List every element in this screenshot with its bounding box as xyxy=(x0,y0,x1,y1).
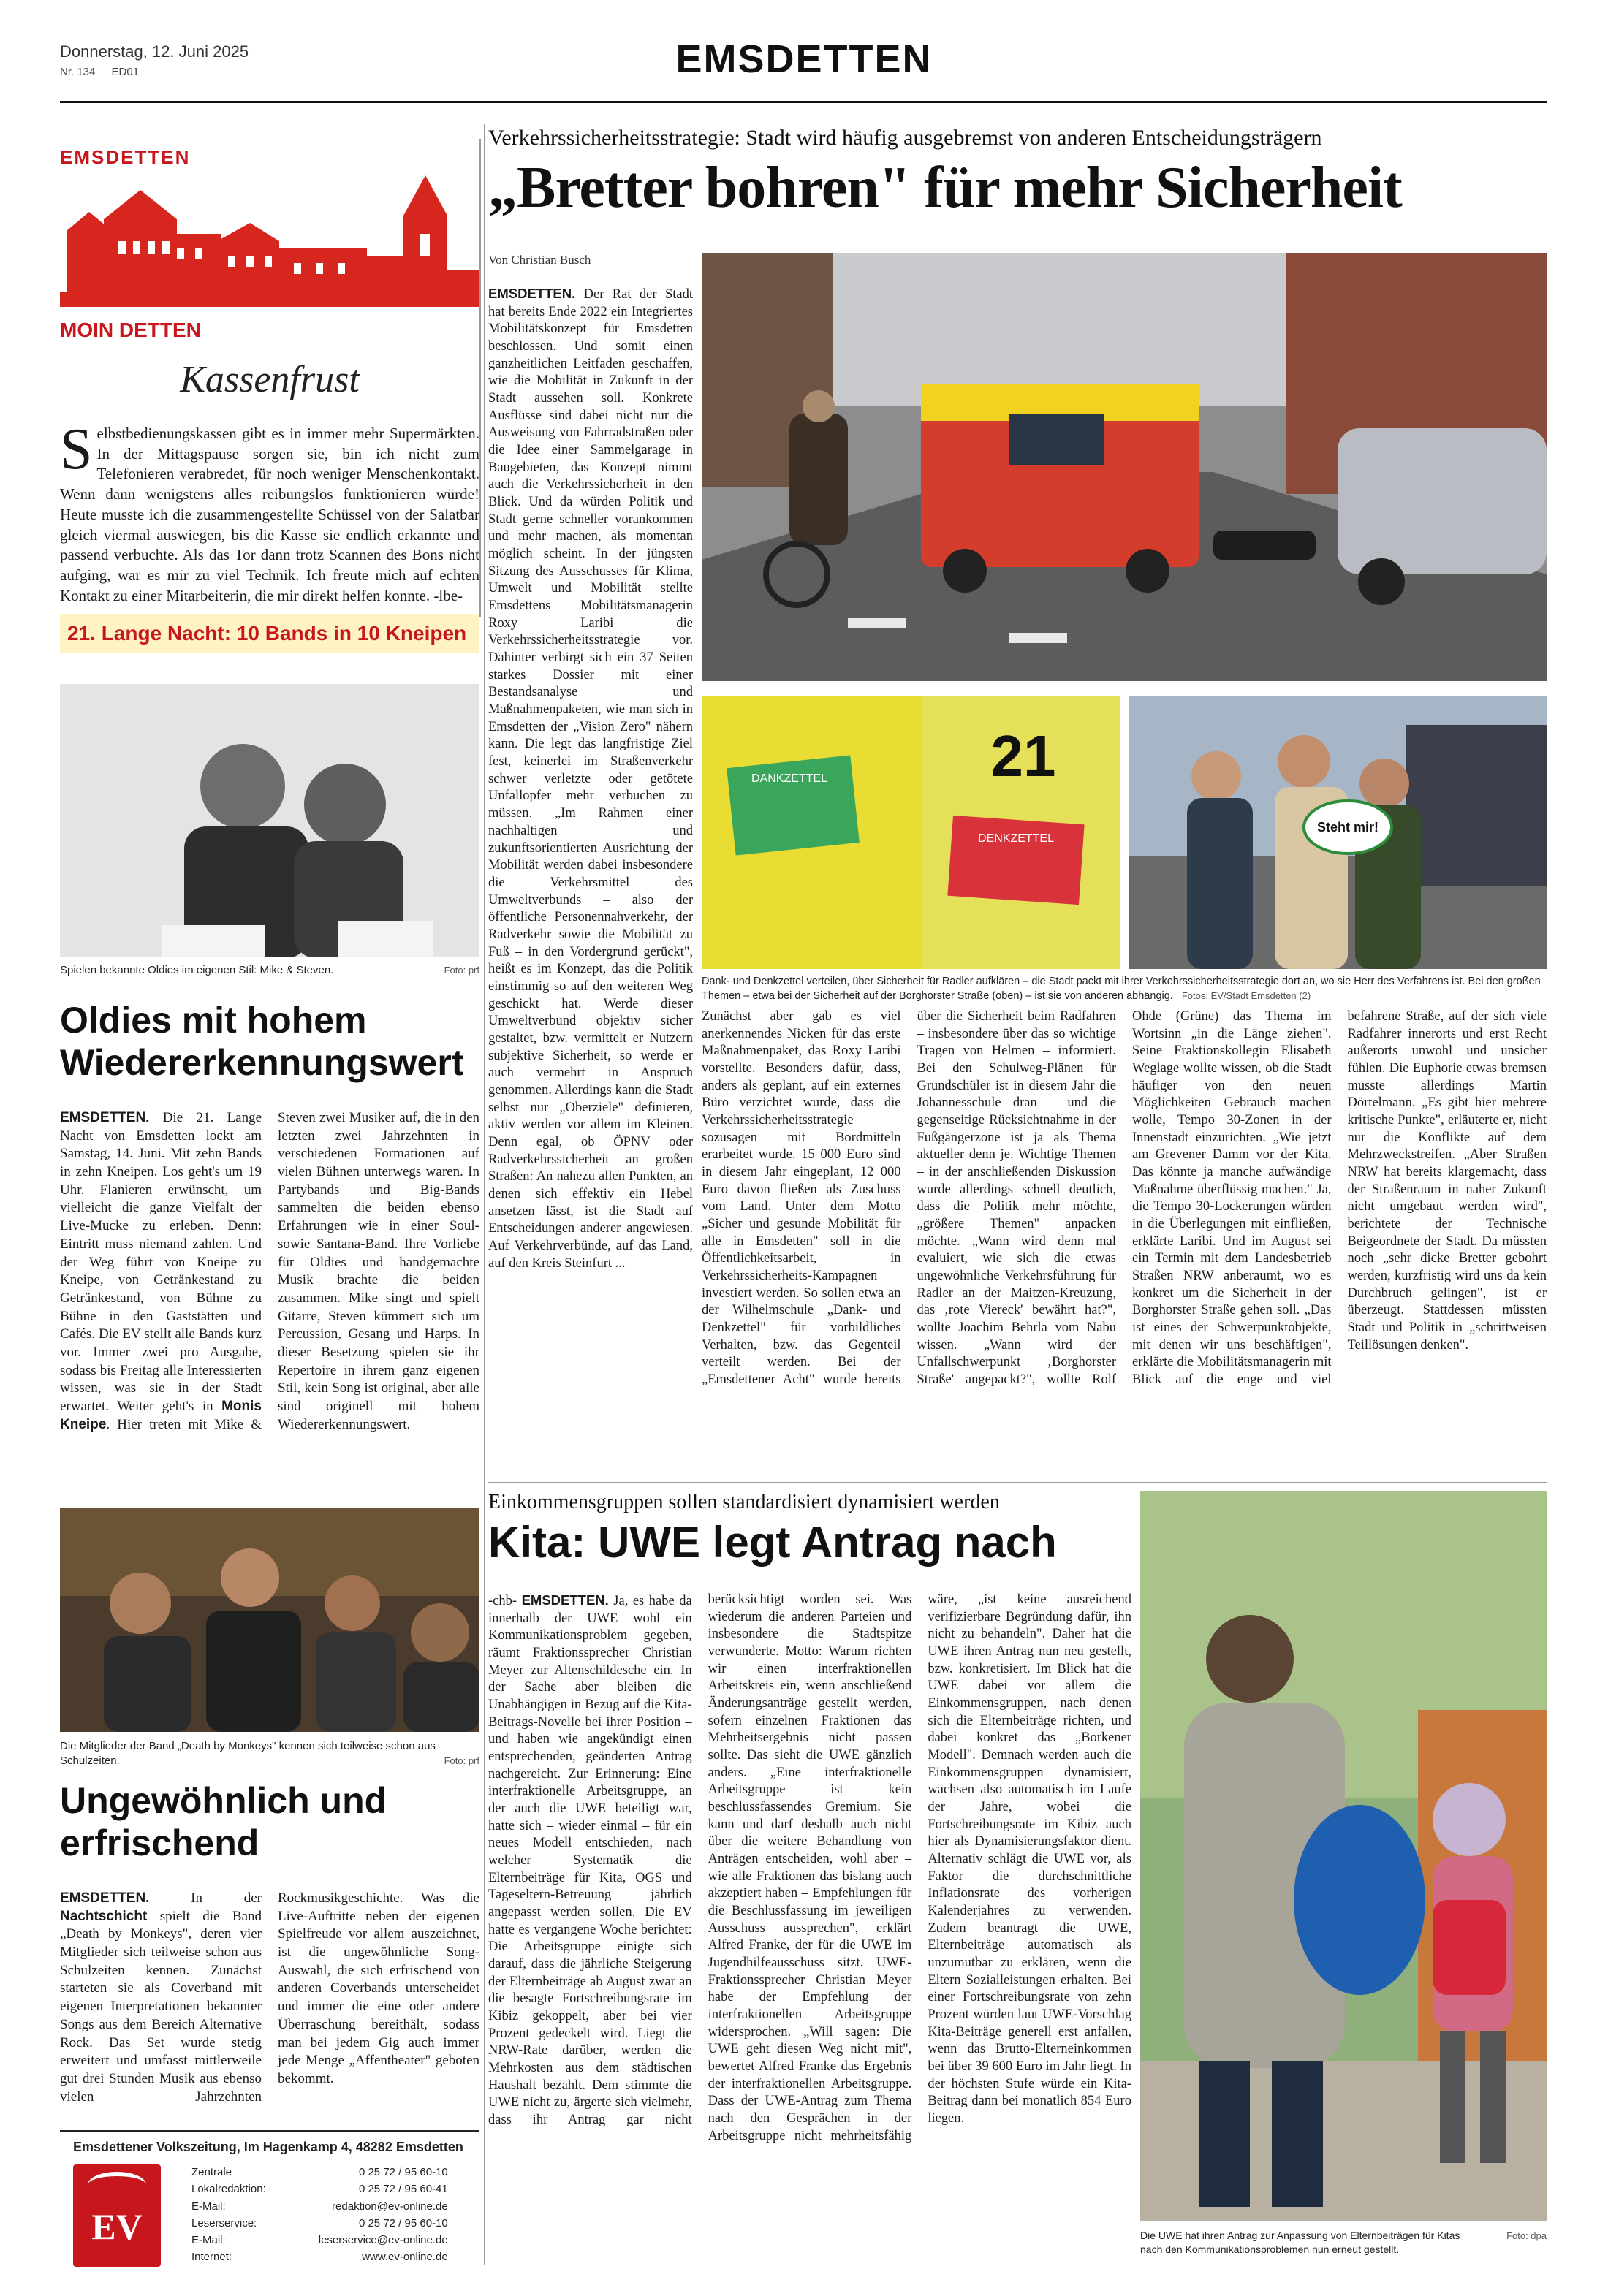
contact-row xyxy=(191,2232,455,2248)
ev-logo: EV xyxy=(73,2164,161,2267)
issue-no: Nr. 134 xyxy=(60,66,96,78)
contact-row xyxy=(191,2199,455,2214)
header-rule xyxy=(60,101,1547,103)
kita-credit: Foto: dpa xyxy=(1506,2230,1547,2241)
contact-row xyxy=(191,2181,455,2197)
lange-nacht-banner: 21. Lange Nacht: 10 Bands in 10 Kneipen xyxy=(60,614,479,653)
kita-body xyxy=(488,1592,1131,2257)
contact-label: E-Mail: xyxy=(191,2234,226,2247)
column-divider xyxy=(484,124,485,2265)
steht-mir-sign: Steht mir! xyxy=(1316,820,1379,835)
main-kicker: Verkehrssicherheitsstrategie: Stadt wird häufig ausgebremst von anderen Entscheidungsträgern xyxy=(488,126,1322,150)
kita-text: Ja, es habe da innerhalb der UWE wohl ein Kommunikationsproblem gegeben, räumt Fraktionssprecher Christian Meyer zur Altenschildesche ein. In der Sache aber bleiben die Unabhängigen in Bezug auf die Kita-Beitrags-Novelle bei ihrer Position – und haben wie angekündigt einen entsprechenden, geänderten Antrag nachgereicht. Zur Erinnerung: Eine interfraktionelle Arbeitsgruppe, an der auch die UWE beteiligt war, hatte sich – wieder einmal – für ein neues Modell entschieden, nach welcher Systematik die Elternbeiträge für Kita, OGS und Tageseltern-Betreuung jährlich angepasst werden sollen. Die EV hatte es vergangene Woche berichtet: Die Arbeitsgruppe einigte sich darauf, dass die jährliche Steigerung der Elternbeiträge ab August zwar an die besagte Fortschreibungsrate im Kibiz gekoppelt, aber bei vier Prozent gedeckelt wird. Liegt die NRW-Rate darüber, werden die Mehrkosten aus dem städtischen Haushalt bezahlt. Dem stimmte die UWE nicht zu, ärgerte sich vielmehr, dass ihr Antrag gar nicht berücksichtigt worden sei. Was wiederum die anderen Parteien und insbesondere die Stadtspitze verwunderte. Motto: Warum richten wir einen interfraktionellen Arbeitskreis ein, wenn anschließend Änderungsanträge gestellt werden, sofern einzelnen Fraktionen das Mehrheitsergebnis nicht passen sollte. Das sieht die UWE gänzlich anders. „Eine interfraktionelle Arbeitsgruppe ist kein beschlussfassendes Gremium. Sie kann und darf deshalb auch nicht über die weitere Behandlung von Anträgen entscheiden, wohl aber – wie alle Fraktionen das bislang auch akzeptiert haben – Empfehlungen für die Beschlussfassung im jeweiligen Ausschuss aussprechen", erklärt Alfred Franke, der für die UWE im Jugendhilfeausschuss sitzt. UWE-Fraktionssprecher Christian Meyer habe der Empfehlung der interfraktionellen Arbeitsgruppe widersprochen. „Will sagen: Die UWE geht diesen Weg nicht mit", bewertet Alfred Franke das Ergebnis der interfraktionellen Arbeitsgruppe. Dass der UWE-Antrag zum Thema nach den Gesprächen in der Arbeitsgruppe nicht mehrheitsfähig wäre, „ist keine ausreichend verifizierbare Begründung dafür, ihn nicht zu behandeln". Daher hat die UWE ihren Antrag nun neu gestellt, bzw. konkretisiert. Im Blick hat die UWE dabei vor allem die Einkommensgruppen, nach denen sich die Elternbeiträge richten, und dabei konkret das „Borkener Modell". Demnach werden auch die Einkommensgruppen dynamisiert, wachsen also automatisch im Laufe der Jahre, wobei die Fortschreibungsrate im Kibiz auch hier als Dynamisierungsfaktor dient. Alternativ schlägt die UWE vor, als Faktor die durchschnittliche Inflationsrate des vorherigen Kalenderjahres zu verwenden. Zudem beantragt die UWE, Elternbeiträge automatisch als unzumutbar zu erklären, wenn die Eltern Sozialleistungen erhalten. Bei einer Fortschreibungsrate von zehn Prozent würden laut UWE-Vorschlag Kita-Beiträge generell erst anfallen, wenn das Brutto-Elterneinkommen bei über 39 600 Euro im Jahr liegt. In der höchsten Stufe würde ein Kita-Beitrag dann bei monatlich 854 Euro liegen. xyxy=(488,1592,1131,2143)
emsdetten-skyline-logo xyxy=(60,161,479,307)
section-label-moin-detten: MOIN DETTEN xyxy=(60,319,201,341)
monkeys-venue: Nachtschicht xyxy=(60,1908,148,1924)
website-link[interactable]: www.ev-online.de xyxy=(362,2251,448,2264)
main-lead-text: Der Rat der Stadt hat bereits Ende 2022 ein Integriertes Mobilitätskonzept für Emsdetten beschlossen. Und somit einen ganzheitlichen Leitfaden geschaffen, wie die Mobilität in Zukunft in der Stadt aussehen soll. Konkrete Ausflüsse sind dabei nicht nur die Ausweisung von Fahrradstraßen oder die Idee einer Sammelgarage in Baugebieten, das Konzept nimmt auch die Verkehrssicherheit in den Blick. Und da würden Politik und Stadt gerne schneller vorankommen und mehr machen, als momentan möglich scheint. In der jüngsten Sitzung des Ausschusses für Klima, Umwelt und Mobilität stellte Emsdettens Mobilitätsmanagerin Roxy Laribi die Verkehrssicherheitsstrategie vor. Dahinter verbirgt sich ein 37 Seiten starkes Dossier mit einer Bestandsanalyse und Maßnahmenpaketen, wie man sich in Emsdetten der „Vision Zero" nähern kann. Die legt das langfristige Ziel fest, keinerlei im Straßenverkehr schwer verletzte oder getötete Unfallopfer mehr verbuchen zu müssen. „Im Rahmen einer nachhaltigen und zukunftsorientierten Ausrichtung der Mobilität werden dabei insbesondere die Verkehrsmittel des Umweltverbunds – also der öffentliche Personennahverkehr, der Radverkehr sowie die Mobilität zu Fuß – in den Vordergrund gerückt", heißt es im Konzept, das die Politik einstimmig so auf den weiteren Weg geschickt hat. Werde dieser Umweltverbund objektiv sicher gestaltet, bzw. vermittelt er Nutzern subjektive Sicherheit, so werde er auch vermehrt in Anspruch genommen. Allerdings kann die Stadt selbst nur „Oberziele" definieren, aktiv werden vor allem im Kleinen. Denn egal, ob ÖPNV oder Radverkehrssicherheit an großen Straßen: An nahezu allen Punkten, an denen sich effektiv ein Hebel ansetzen lässt, ist die Stadt auf Entscheidungen anderer angewiesen. Auf Verkehrverbünde, auf das Land, auf den Kreis Steinfurt ... xyxy=(488,287,693,1271)
cyclists-photo xyxy=(1129,696,1547,969)
main-headline: „Bretter bohren" für mehr Sicherheit xyxy=(488,156,1402,220)
kita-kicker: Einkommensgruppen sollen standardisiert dynamisiert werden xyxy=(488,1491,1000,1513)
skyline-label: EMSDETTEN xyxy=(60,146,191,168)
contact-row xyxy=(191,2249,455,2265)
contact-label: Internet: xyxy=(191,2251,232,2264)
monkeys-photo-illustration xyxy=(60,1508,479,1732)
accident-photo xyxy=(702,253,1547,681)
oldies-photo-illustration xyxy=(60,684,479,957)
monkeys-text2: spielt die Band „Death by Monkeys", deren vier Mitglieder sich teilweise schon aus Schulzeiten kennen. Zunächst starteten sie als Coverband mit eigenen Interpretationen bekannter Songs aus dem Bereich Alternative Rock. Das Set wurde stetig erweitert und umfasst mittlerweile gut drei Stunden Musik aus ebenso vielen Jahrzehnten Rockmusikgeschichte. Was die Live-Auftritte neben der eigenen Spielfreude vor allem auszeichnet, ist die ungewöhnliche Song-Auswahl, die sich erfrischend von anderen Coverbands unterscheidet und immer die eine oder andere Überraschung bereithält, sodass man bei jedem Gig auch immer jede Menge „Affentheater" geboten bekommt. xyxy=(60,1890,479,2105)
accident-photo-illustration xyxy=(702,253,1547,681)
moin-headline: Kassenfrust xyxy=(180,359,360,400)
contact-label: Leserservice: xyxy=(191,2216,257,2230)
contact-table xyxy=(190,2163,457,2267)
edition-code: ED01 xyxy=(111,66,140,78)
main-body: Zunächst aber gab es viel anerkennendes Nicken für das erste Maßnahmenpaket, das Roxy Laribi vorstellte. Besonders dafür, dass, anders als geplant, auf ein externes Büro verzichtet wurde, dass die Verkehrssicherheitsstrategie sozusagen mit Bordmitteln erarbeitet wurde. 15 000 Euro sind in diesem Jahr eingeplant, 12 000 Euro davon fließen als Zuschuss vom Land. Unter dem Motto „Sicher und gesunde Mobilität für alle in Emsdetten" soll in die Öffentlichkeitsarbeit, in Verkehrssicherheits-Kampagnen investiert werden. So sollen etwa an der Wilhelmschule „Dank- und Denkzettel" für vorbildliches Verhalten, bzw. das Gegenteil verteilt werden. Bei der „Emsdettener Acht" wurde bereits über die Sicherheit beim Radfahren – insbesondere über das so wichtige Tragen von Helmen – informiert. Bei den Schulweg-Plänen für Grundschüler ist in diesem Jahr die Johannesschule dran – und die gegenseitige Rücksichtnahme in der Fußgängerzone ist ja als Thema aktueller denn je. Wichtige Themen – in der anschließenden Diskussion wurde allerdings schnell deutlich, dass die Politik mehr möchte, „größere Themen" anpacken möchte. „Wann wird denn mal evaluiert, wie sich die etwas ungewöhnliche Verkehrsführung für Radler an der Maitzen-Kreuzung, das ‚rote Viereck' bewährt hat?", wollte Joachim Behrla vom Nabu wissen. „Wann wird der Unfallschwerpunkt ‚Borghorster Straße' angepackt?", wollte Rolf Ohde (Grüne) das Thema im Wortsinn „in die Länge ziehen". Seine Fraktionskollegin Elisabeth Weglage wollte wissen, ob die Stadt häufiger von den neuen Möglichkeiten Gebrauch machen wolle, Tempo 30-Zonen in der Innenstadt einzurichten. „Wie jetzt am Grevener Damm vor der Kita. Das könnte ja manche aufwändige Maßnahme überflüssig machen." Ja, die Tempo 30-Lockerungen würden in die Überlegungen mit einfließen, erklärte Laribi. Und im August sei ein Termin mit dem Landesbetrieb Straßen NRW anberaumt, wo es konkret um die Sicherheit in der Borghorster Straße gehen soll. „Das ist eines der Schwerpunktobjekte, mit denen wir uns beschäftigen", erklärte die Mobilitätsmanagerin mit Blick auf die enge und viel befahrene Straße, auf der sich viele Radfahrer innerorts und erst Recht außerorts unwohl und unsicher fühlen. Die Euphorie etwas bremsen musste allerdings Martin Dörtelmann. „Es gibt hier mehrere kritische Punkte", erläuterte er, nicht nur die Konflikte auf dem Mehrzweckstreifen. „Aber Straßen NRW hat bereits klargemacht, dass der Straßenraum in naher Zukunft nicht umgebaut werden wird", berichtete der Technische Beigeordnete der Stadt. Da müssten noch „sehr dicke Bretter gebohrt werden, kurzfristig wird uns da kein Durchbruch gelingen", ist er überzeugt. Stattdessen müssten Stadt und Politik in „schrittweisen Teillösungen denken". xyxy=(702,1009,1547,1388)
dankzettel-photo-illustration xyxy=(702,696,1120,969)
moin-text: elbstbedienungskassen gibt es in immer mehr Supermärkten. In der Mittagspause sorgen sie, bin ich nicht zum Telefonieren verabredet, für noch weniger Menschenkontakt. Wenn dann wenigstens alles reibungslos funktionieren würde! Heute musste ich die zusammengestellte Schüssel von der Salatbar gleich viermal auswiegen, bis die Kasse sie endlich erkannte und passend verbuchte. Als das Tor dann trotz Scannen des Bons nicht aufging, war es mir zu viel Technik. Ich freute mich auf echten Kontakt zu einer Mitarbeiterin, die mir direkt helfen konnte. -lbe- xyxy=(60,425,479,604)
oldies-dateline: EMSDETTEN. xyxy=(60,1110,150,1125)
dankzettel-sign: DANKZETTEL xyxy=(751,772,828,785)
main-caption-text: Dank- und Denkzettel verteilen, über Sicherheit für Radler aufklären – die Stadt packt mit ihrer Verkehrssicherheitsstrategie dort an, wo sie Herr des Verfahrens ist. Bei den großen Themen – etwa bei der Sicherheit auf der Borghorster Straße (oben) – ist sie von anderen abhängig. xyxy=(702,976,1541,1002)
page-title: EMSDETTEN xyxy=(675,37,933,81)
article-divider xyxy=(488,1482,1547,1483)
kita-photo-illustration xyxy=(1140,1491,1547,2221)
monkeys-photo xyxy=(60,1508,479,1732)
oldies-credit: Foto: prf xyxy=(444,965,479,976)
monkeys-text: In der xyxy=(149,1890,262,1906)
issue-date: Donnerstag, 12. Juni 2025 xyxy=(60,42,249,61)
contact-row xyxy=(191,2164,455,2180)
main-lead-column xyxy=(488,285,693,1469)
kita-headline: Kita: UWE legt Antrag nach xyxy=(488,1518,1057,1567)
monkeys-caption: Die Mitglieder der Band „Death by Monkeys" kennen sich teilweise schon aus Schulzeiten. xyxy=(60,1740,436,1768)
contact-value: 0 25 72 / 95 60-10 xyxy=(358,2216,448,2230)
oldies-headline: Oldies mit hohem Wiedererkennungswert xyxy=(60,1000,464,1083)
main-dateline: EMSDETTEN. xyxy=(488,286,576,301)
kita-prefix: -chb- xyxy=(488,1594,517,1608)
oldies-body xyxy=(60,1109,479,1460)
main-photo-caption xyxy=(702,975,1547,1003)
main-byline: Von Christian Busch xyxy=(488,253,591,267)
monkeys-credit: Foto: prf xyxy=(444,1755,479,1766)
publisher-address: Emsdettener Volkszeitung, Im Hagenkamp 4, 48282 Emsdetten xyxy=(73,2140,463,2154)
oldies-venue: Monis Kneipe xyxy=(60,1399,262,1432)
main-caption-credit: Fotos: EV/Stadt Emsdetten (2) xyxy=(1181,989,1311,1001)
denkzettel-sign: DENKZETTEL xyxy=(977,832,1055,845)
monkeys-dateline: EMSDETTEN. xyxy=(60,1890,150,1906)
contact-value: 0 25 72 / 95 60-10 xyxy=(358,2166,448,2178)
dankzettel-photo xyxy=(702,696,1120,969)
moin-body xyxy=(60,417,479,606)
kita-photo xyxy=(1140,1491,1547,2221)
vest-number: 21 xyxy=(990,723,1056,788)
dropcap: S xyxy=(60,417,93,482)
oldies-caption: Spielen bekannte Oldies im eigenen Stil: Mike & Steven. xyxy=(60,964,334,976)
monkeys-body xyxy=(60,1890,479,2116)
oldies-text2: . Hier treten mit Mike & Steven zwei Musiker auf, die in den letzten zwei Jahrzehnten in verschiedenen Formationen auf vielen Bühnen unterwegs waren. In Partybands und Big-Bands sammelten die beiden ebenso Erfahrungen wie in einer Soul- sowie Santana-Band. Ihre Vorliebe für Oldies und handgemachte Musik brachte die beiden zusammen. Mike singt und spielt Gitarre, Steven kümmert sich um Percussion, Gesang und Harps. In dieser Besetzung spielen sie ihr Repertoire in ihrem ganz eigenen Stil, kein Song ist original, aber alle sind originell mit hohem Wiedererkennungswert. xyxy=(106,1110,479,1432)
contact-label: Zentrale xyxy=(191,2166,232,2178)
oldies-text: Die 21. Lange Nacht von Emsdetten lockt am Samstag, 14. Juni. Mit zehn Bands in zehn Kneipen. Los geht's um 19 Uhr. Flanieren erwünscht, um vielleicht die ganze Vielfalt der Live-Mucke zu erleben. Denn: Eintritt muss niemand zahlen. Und der Weg führt von Kneipe zu Kneipe, von Getränkestand zu Getränkestand, von Bühne zu Bühne in den Gaststätten und Cafés. Die EV stellt alle Bands kurz vor. Immer zwei pro Ausgabe, sodass bis Freitag alle Interessierten wissen, was sie in der Stadt erwartet. Weiter geht's in xyxy=(60,1110,262,1414)
contact-email-link[interactable]: leserservice@ev-online.de xyxy=(318,2234,448,2247)
contact-label: E-Mail: xyxy=(191,2200,226,2213)
cyclists-photo-illustration xyxy=(1129,696,1547,969)
contact-value: 0 25 72 / 95 60-41 xyxy=(358,2183,448,2196)
monkeys-headline: Ungewöhnlich und erfrischend xyxy=(60,1780,387,1863)
contact-email-link[interactable]: redaktion@ev-online.de xyxy=(332,2200,448,2213)
contact-label: Lokalredaktion: xyxy=(191,2183,266,2196)
kita-dateline: EMSDETTEN. xyxy=(521,1592,609,1608)
oldies-photo xyxy=(60,684,479,957)
kita-caption: Die UWE hat ihren Antrag zur Anpassung von Elternbeiträgen für Kitas nach den Kommunikationsproblemen nun erneut gestellt. xyxy=(1140,2230,1460,2255)
contact-row xyxy=(191,2216,455,2231)
